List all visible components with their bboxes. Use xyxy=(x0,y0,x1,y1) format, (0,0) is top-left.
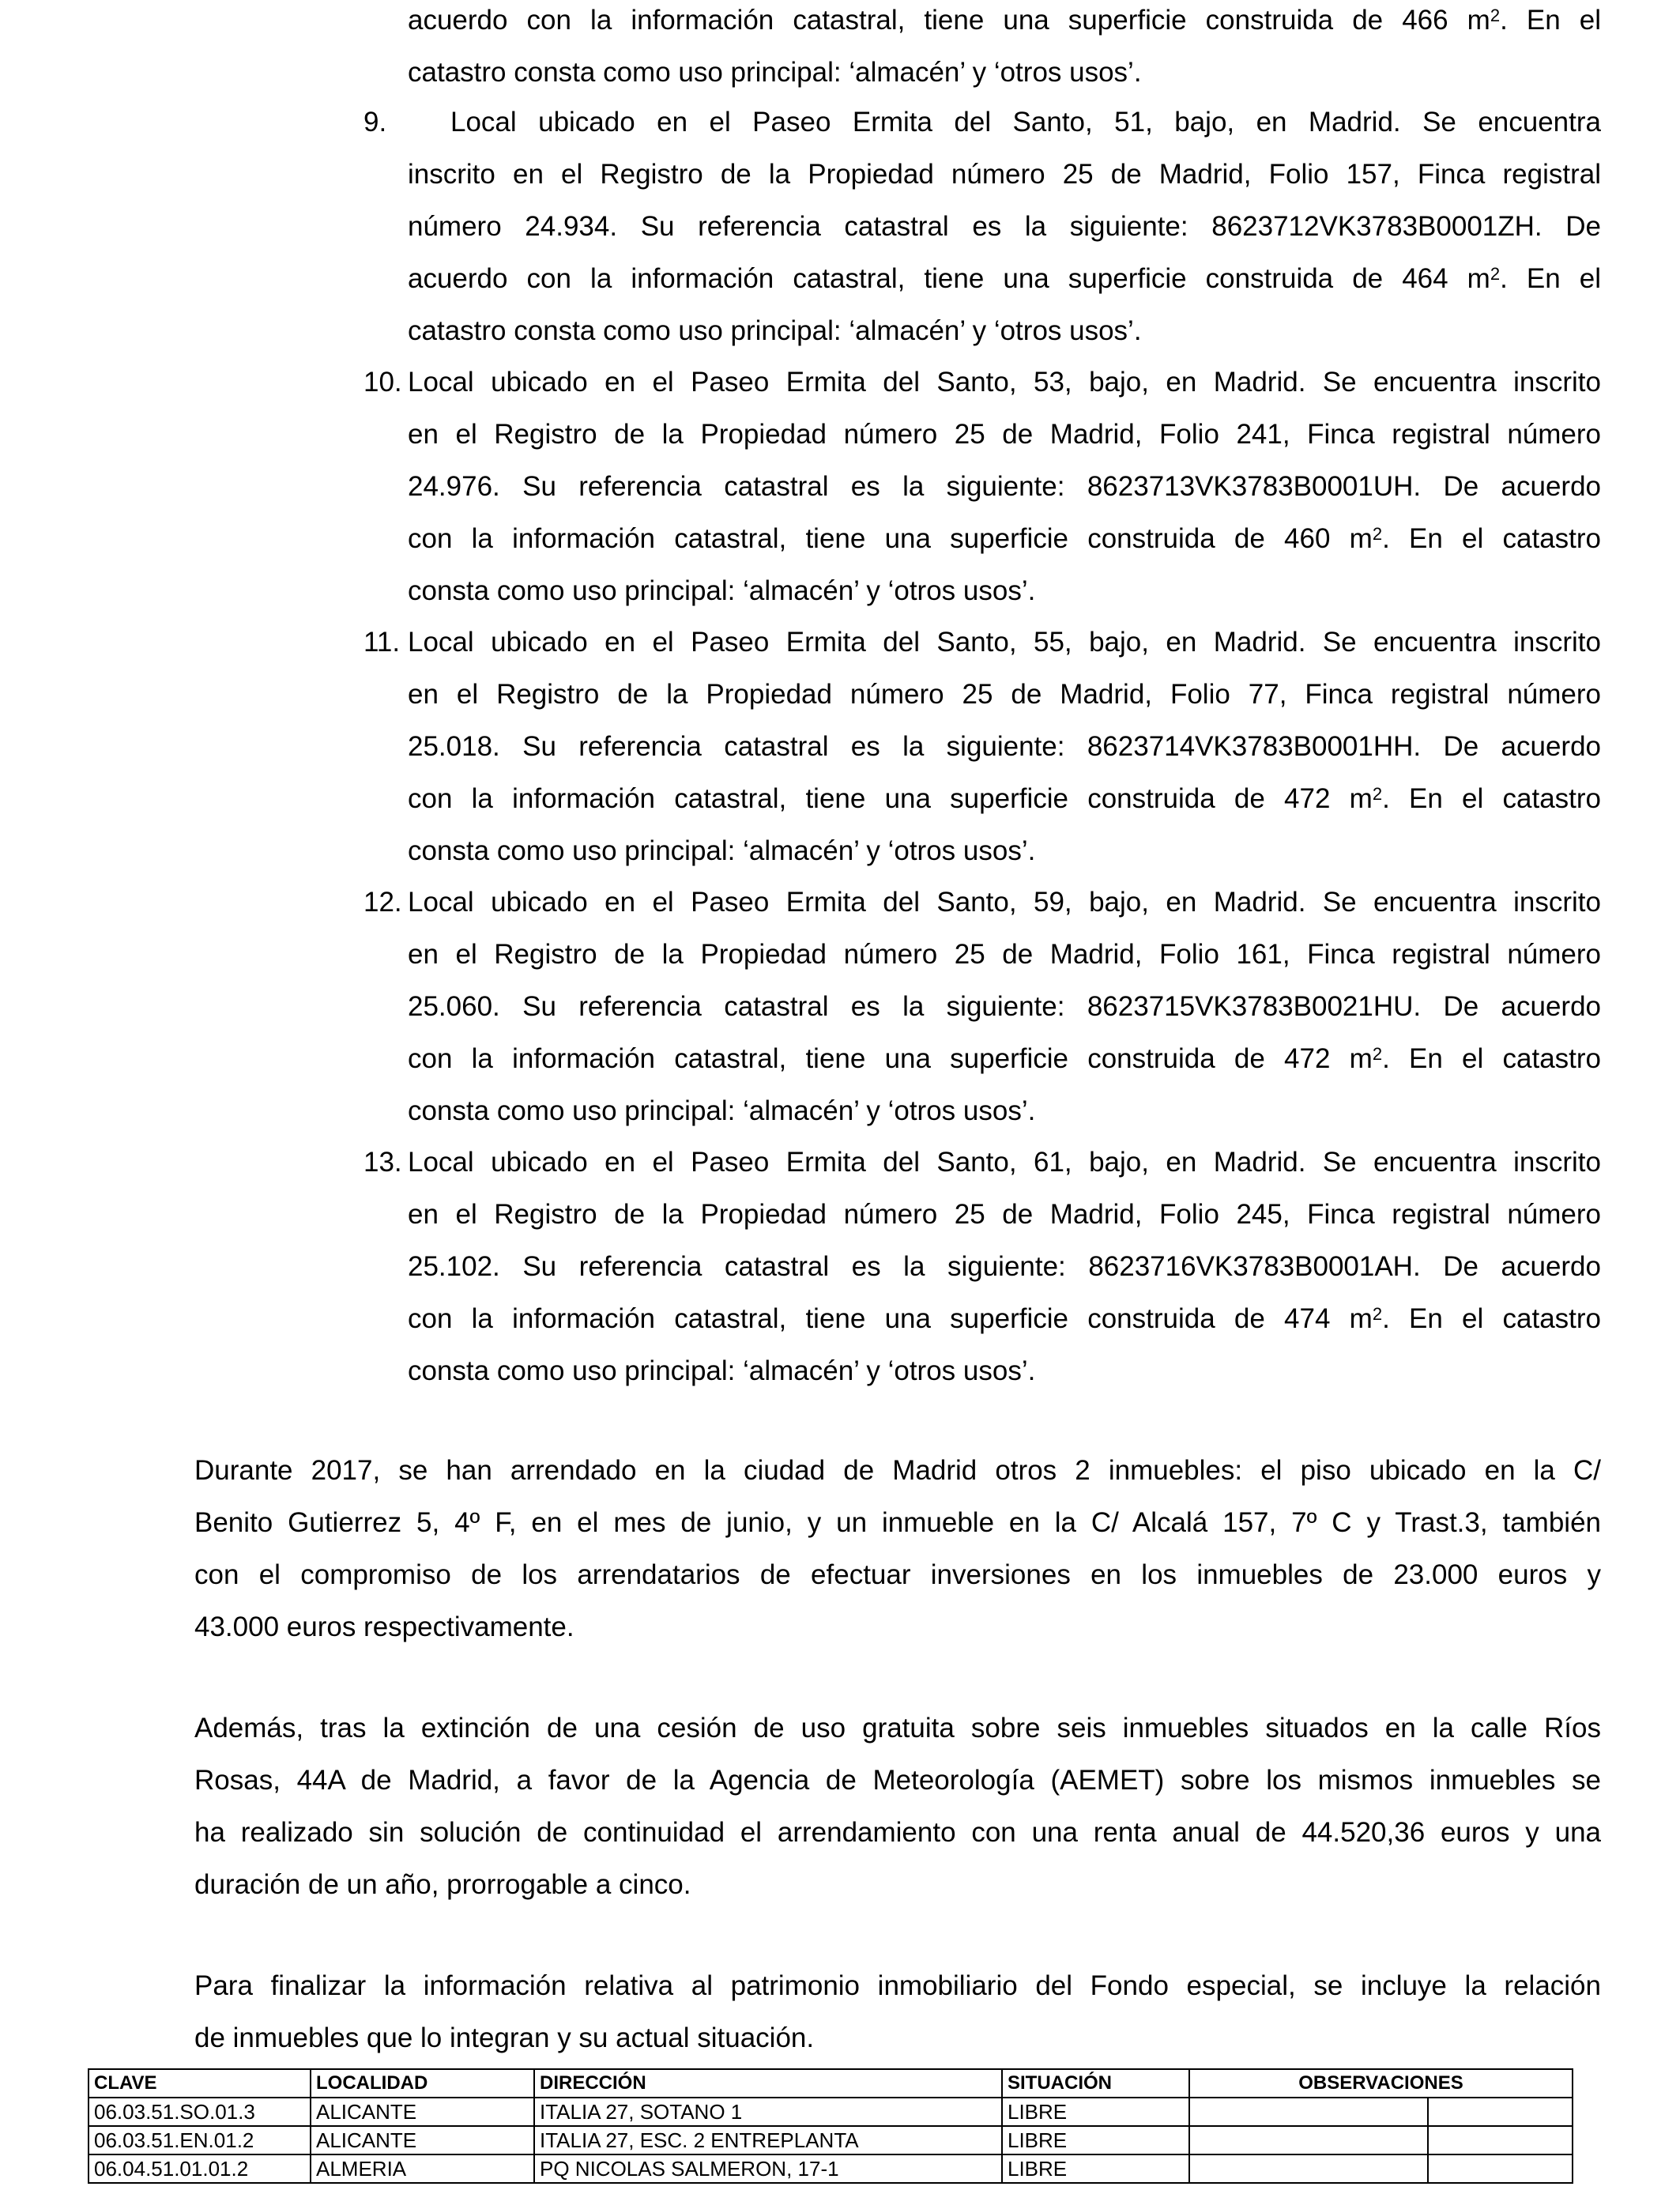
text-line: Local ubicado en el Paseo Ermita del Santo, 55, bajo, en Madrid. Se encuentra inscrito xyxy=(408,627,1601,658)
text-line: de inmuebles que lo integran y su actual situación. xyxy=(194,2022,815,2053)
text-line: ha realizado sin solución de continuidad el arrendamiento con una renta anual de 44.520,36 euros y una xyxy=(194,1817,1601,1848)
text-line: consta como uso principal: ‘almacén’ y ‘otros usos’. xyxy=(408,1095,1036,1126)
table-row xyxy=(89,2098,1573,2126)
text-line: con la información catastral, tiene una superficie construida de 472 $m^2$. En el catastro xyxy=(408,1043,1602,1074)
cell-observaciones-extra xyxy=(1428,2154,1573,2183)
text-line: Local ubicado en el Paseo Ermita del Santo, 61, bajo, en Madrid. Se encuentra inscrito xyxy=(408,1147,1601,1178)
cell-clave: 06.03.51.SO.01.3 xyxy=(89,2098,311,2126)
text-line: Local ubicado en el Paseo Ermita del Santo, 59, bajo, en Madrid. Se encuentra inscrito xyxy=(408,887,1601,918)
text-line: número 24.934. Su referencia catastral es la siguiente: 8623712VK3783B0001ZH. De xyxy=(408,211,1601,242)
text-line: 25.102. Su referencia catastral es la siguiente: 8623716VK3783B0001AH. De acuerdo xyxy=(408,1251,1601,1282)
text-line: duración de un año, prorrogable a cinco. xyxy=(194,1869,691,1900)
text-line: acuerdo con la información catastral, tiene una superficie construida de 466 $m^2$. En el xyxy=(408,5,1601,36)
column-header-situacion: SITUACIÓN xyxy=(1002,2069,1189,2098)
text-line: con la información catastral, tiene una superficie construida de 472 $m^2$. En el catastro xyxy=(408,783,1602,814)
text-line: Durante 2017, se han arrendado en la ciudad de Madrid otros 2 inmuebles: el piso ubicado en la C/ xyxy=(194,1455,1601,1486)
column-header-clave: CLAVE xyxy=(89,2069,311,2098)
text-line: 25.060. Su referencia catastral es la siguiente: 8623715VK3783B0021HU. De acuerdo xyxy=(408,991,1601,1022)
text-line: con la información catastral, tiene una superficie construida de 460 $m^2$. En el catastro xyxy=(408,523,1602,554)
text-line: Rosas, 44A de Madrid, a favor de la Agencia de Meteorología (AEMET) sobre los mismos inmuebles se xyxy=(194,1765,1601,1796)
cell-observaciones xyxy=(1189,2154,1428,2183)
text-line: en el Registro de la Propiedad número 25 de Madrid, Folio 245, Finca registral número xyxy=(408,1199,1601,1230)
cell-observaciones-extra xyxy=(1428,2098,1573,2126)
text-line: Local ubicado en el Paseo Ermita del Santo, 53, bajo, en Madrid. Se encuentra inscrito xyxy=(408,367,1601,398)
text-line: Benito Gutierrez 5, 4º F, en el mes de junio, y un inmueble en la C/ Alcalá 157, 7º C y Trast.3, también xyxy=(194,1507,1601,1538)
text-line: con la información catastral, tiene una superficie construida de 474 $m^2$. En el catastro xyxy=(408,1303,1602,1334)
cell-direccion: PQ NICOLAS SALMERON, 17-1 xyxy=(534,2154,1002,2183)
column-header-observaciones: OBSERVACIONES xyxy=(1189,2069,1573,2098)
text-line: catastro consta como uso principal: ‘almacén’ y ‘otros usos’. xyxy=(408,57,1142,88)
column-header-localidad: LOCALIDAD xyxy=(311,2069,534,2098)
cell-observaciones xyxy=(1189,2098,1428,2126)
text-line: en el Registro de la Propiedad número 25 de Madrid, Folio 161, Finca registral número xyxy=(408,939,1601,970)
text-line: 24.976. Su referencia catastral es la siguiente: 8623713VK3783B0001UH. De acuerdo xyxy=(408,471,1601,502)
inventory-table xyxy=(88,2068,1573,2184)
text-line: en el Registro de la Propiedad número 25 de Madrid, Folio 241, Finca registral número xyxy=(408,419,1601,450)
text-line: Para finalizar la información relativa al patrimonio inmobiliario del Fondo especial, se incluye la relación xyxy=(194,1970,1601,2001)
cell-situacion: LIBRE xyxy=(1002,2154,1189,2183)
text-line: consta como uso principal: ‘almacén’ y ‘otros usos’. xyxy=(408,575,1036,606)
list-number: 12. xyxy=(363,887,402,918)
cell-observaciones xyxy=(1189,2126,1428,2154)
list-number: 9. xyxy=(363,107,387,138)
cell-direccion: ITALIA 27, SOTANO 1 xyxy=(534,2098,1002,2126)
column-header-direccion: DIRECCIÓN xyxy=(534,2069,1002,2098)
cell-localidad: ALICANTE xyxy=(311,2126,534,2154)
text-line: Además, tras la extinción de una cesión de uso gratuita sobre seis inmuebles situados en la calle Ríos xyxy=(194,1713,1601,1744)
text-line: Local ubicado en el Paseo Ermita del Santo, 51, bajo, en Madrid. Se encuentra xyxy=(450,107,1601,138)
list-number: 10. xyxy=(363,367,402,398)
text-line: consta como uso principal: ‘almacén’ y ‘otros usos’. xyxy=(408,1355,1036,1386)
cell-observaciones-extra xyxy=(1428,2126,1573,2154)
list-number: 11. xyxy=(363,627,401,658)
cell-clave: 06.04.51.01.01.2 xyxy=(89,2154,311,2183)
text-line: inscrito en el Registro de la Propiedad número 25 de Madrid, Folio 157, Finca registral xyxy=(408,159,1601,190)
text-line: 25.018. Su referencia catastral es la siguiente: 8623714VK3783B0001HH. De acuerdo xyxy=(408,731,1601,762)
cell-situacion: LIBRE xyxy=(1002,2098,1189,2126)
cell-clave: 06.03.51.EN.01.2 xyxy=(89,2126,311,2154)
table-row xyxy=(89,2154,1573,2183)
text-line: catastro consta como uso principal: ‘almacén’ y ‘otros usos’. xyxy=(408,315,1142,346)
cell-localidad: ALICANTE xyxy=(311,2098,534,2126)
cell-direccion: ITALIA 27, ESC. 2 ENTREPLANTA xyxy=(534,2126,1002,2154)
cell-localidad: ALMERIA xyxy=(311,2154,534,2183)
table-row xyxy=(89,2126,1573,2154)
text-line: con el compromiso de los arrendatarios de efectuar inversiones en los inmuebles de 23.000 euros y xyxy=(194,1559,1601,1590)
text-line: acuerdo con la información catastral, tiene una superficie construida de 464 $m^2$. En el xyxy=(408,263,1601,294)
table-header-row xyxy=(89,2069,1573,2098)
text-line: 43.000 euros respectivamente. xyxy=(194,1612,574,1642)
cell-situacion: LIBRE xyxy=(1002,2126,1189,2154)
text-line: consta como uso principal: ‘almacén’ y ‘otros usos’. xyxy=(408,835,1036,866)
list-number: 13. xyxy=(363,1147,402,1178)
text-line: en el Registro de la Propiedad número 25 de Madrid, Folio 77, Finca registral número xyxy=(408,679,1601,710)
